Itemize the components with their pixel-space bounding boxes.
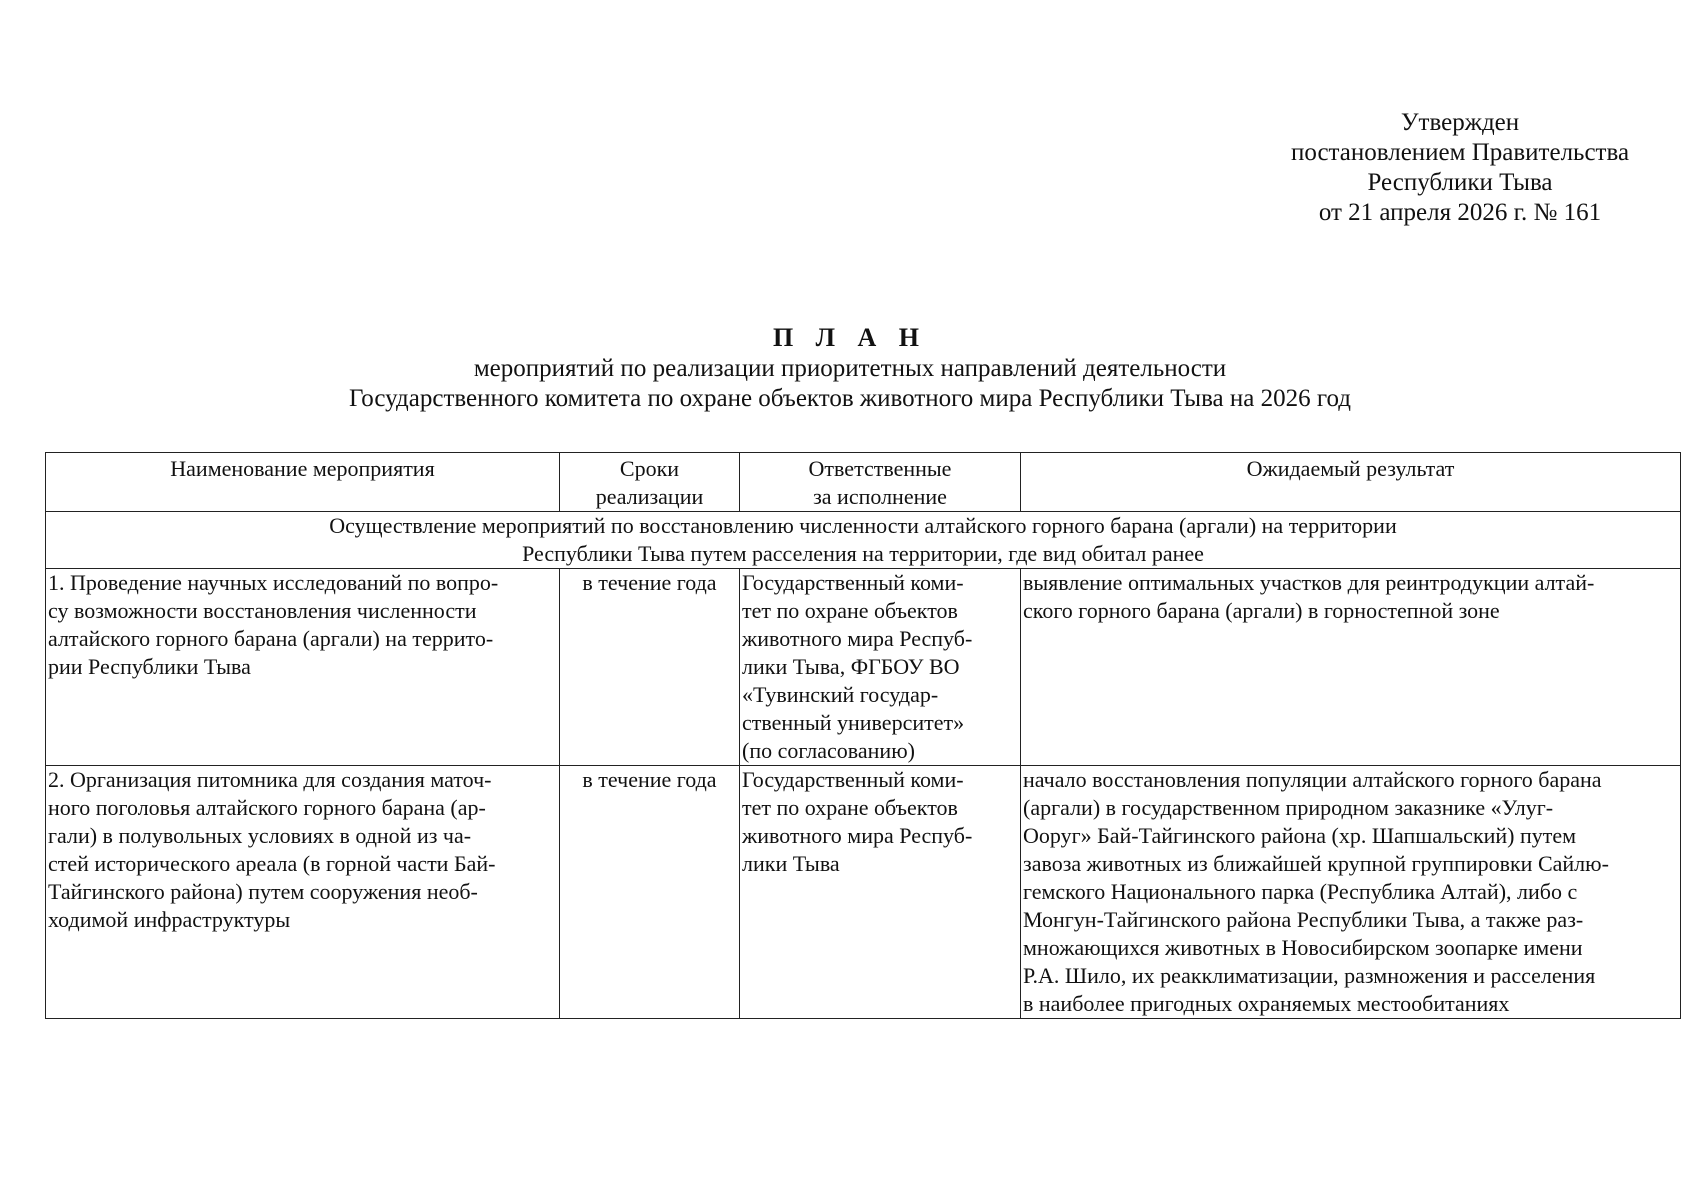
approval-line-republic: Республики Тыва <box>1367 169 1553 196</box>
document-subtitle-line2: Государственного комитета по охране объектов животного мира Республики Тыва на 2026 год <box>348 385 1351 412</box>
approval-line-approved: Утвержден <box>1400 109 1520 136</box>
row1-term: в течение года <box>560 569 740 766</box>
table-row <box>46 766 1681 1019</box>
header-name: Наименование мероприятия <box>46 453 560 512</box>
row1-result: выявление оптимальных участков для реинтродукции алтай- ского горного барана (аргали) в горностепной зоне <box>1021 569 1681 766</box>
row2-result: начало восстановления популяции алтайского горного барана (аргали) в государственном природном заказнике «Улуг- Ооруг» Бай-Тайгинского района (хр. Шапшальский) путем завоза животных из ближайшей крупной группировки Сайлю- гемского Национального парка (Республика Алтай), либо с Монгун-Тайгинского района Республики Тыва, а также раз- множающихся животных в Новосибирском зоопарке имени Р.А. Шило, их реакклиматизации, размножения и расселения в наиболее пригодных охраняемых местообитаниях <box>1021 766 1681 1019</box>
table-header-row <box>46 453 1681 512</box>
approval-stamp <box>1240 108 1680 228</box>
header-responsible: Ответственные за исполнение <box>740 453 1021 512</box>
document-title-block <box>40 322 1660 414</box>
row2-term: в течение года <box>560 766 740 1019</box>
row1-responsible: Государственный коми- тет по охране объектов животного мира Респуб- лики Тыва, ФГБОУ ВО «Тувинский государ- ственный университет» (по согласованию) <box>740 569 1021 766</box>
header-result: Ожидаемый результат <box>1021 453 1681 512</box>
approval-line-date-number: от 21 апреля 2026 г. № 161 <box>1318 199 1602 226</box>
row1-name: 1. Проведение научных исследований по вопро- су возможности восстановления численности алтайского горного барана (аргали) на террито- рии Республики Тыва <box>46 569 560 766</box>
document-title: П Л А Н <box>772 323 928 352</box>
table-row <box>46 569 1681 766</box>
document-subtitle-line1: мероприятий по реализации приоритетных направлений деятельности <box>473 355 1227 382</box>
plan-table <box>45 452 1681 1019</box>
row2-name: 2. Организация питомника для создания маточ- ного поголовья алтайского горного барана (ар- гали) в полувольных условиях в одной из ча- стей исторического ареала (в горной части Бай- Тайгинского района) путем сооружения необ- ходимой инфраструктуры <box>46 766 560 1019</box>
section-heading: Осуществление мероприятий по восстановлению численности алтайского горного барана (аргали) на территории Республики Тыва путем расселения на территории, где вид обитал ранее <box>46 512 1681 569</box>
row2-responsible: Государственный коми- тет по охране объектов животного мира Респуб- лики Тыва <box>740 766 1021 1019</box>
header-term: Сроки реализации <box>560 453 740 512</box>
section-row <box>46 512 1681 569</box>
approval-line-resolution: постановлением Правительства <box>1290 139 1630 166</box>
